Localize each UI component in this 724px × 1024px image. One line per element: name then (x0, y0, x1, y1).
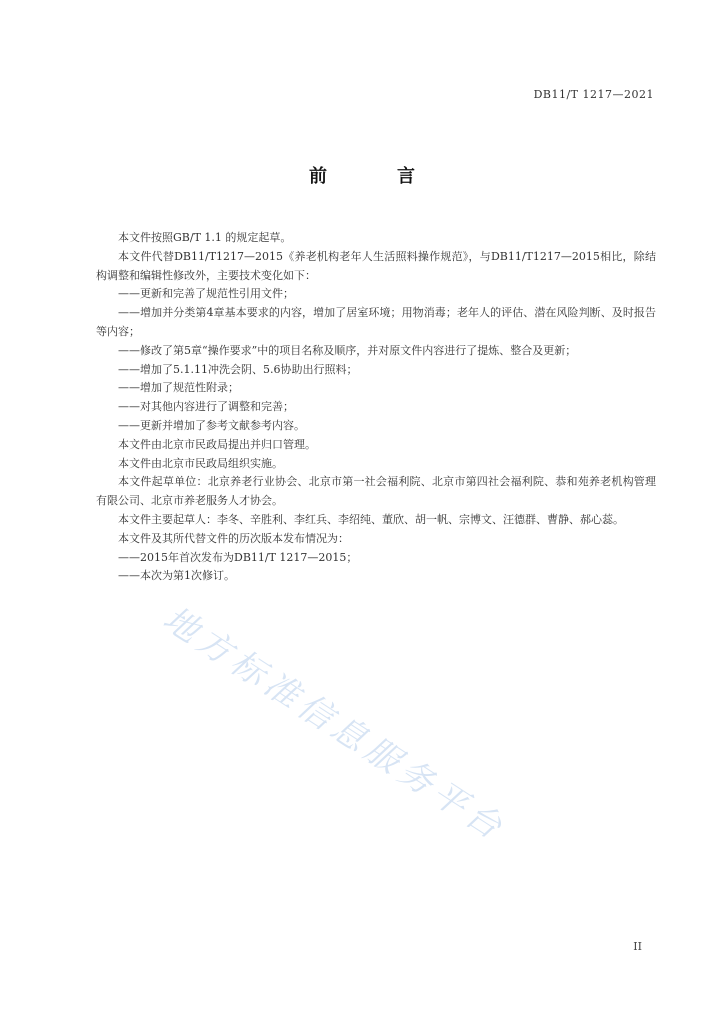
change-item: ——修改了第5章“操作要求”中的项目名称及顺序，并对原文件内容进行了提炼、整合及更新； (118, 343, 577, 357)
change-item: ——更新和完善了规范性引用文件； (118, 287, 294, 301)
change-item: ——更新并增加了参考文献参考内容。 (118, 418, 305, 432)
title-char-1: 前 (309, 166, 327, 187)
paragraph-replacement: 本文件代替DB11/T1217—2015《养老机构老年人生活照料操作规范》，与DB11/T1217—2015相比，除结构调整和编辑性修改外，主要技术变化如下： (96, 249, 656, 282)
page-number: II (633, 940, 642, 953)
change-item: ——对其他内容进行了调整和完善； (118, 400, 294, 414)
change-item: ——增加并分类第4章基本要求的内容，增加了居室环境；用物消毒；老年人的评估、潜在风险判断、及时报告等内容； (96, 306, 656, 338)
standard-code: DB11/T 1217—2021 (533, 88, 654, 101)
page-title (0, 162, 724, 188)
foreword-body (96, 229, 656, 586)
paragraph-drafting-rule: 本文件按照GB/T 1.1 的规定起草。 (118, 231, 292, 244)
change-item: ——增加了5.1.11冲洗会阴、5.6协助出行照料； (118, 362, 358, 376)
paragraph-proposer: 本文件由北京市民政局提出并归口管理。 (118, 437, 316, 451)
watermark-text: 地方标准信息服务平台 (155, 598, 514, 851)
watermark (155, 592, 622, 852)
change-item: ——增加了规范性附录； (118, 381, 239, 395)
title-char-2: 言 (397, 166, 415, 187)
paragraph-drafters: 本文件主要起草人：李冬、辛胜利、李红兵、李绍纯、董欣、胡一帆、宗博文、汪德群、曹静、郝心蕊。 (118, 512, 624, 526)
paragraph-implementer: 本文件由北京市民政局组织实施。 (118, 456, 283, 470)
version-item: ——2015年首次发布为DB11/T 1217—2015； (118, 550, 358, 564)
version-item: ——本次为第1次修订。 (118, 569, 235, 583)
paragraph-drafting-units: 本文件起草单位：北京养老行业协会、北京市第一社会福利院、北京市第四社会福利院、恭和苑养老机构管理有限公司、北京市养老服务人才协会。 (96, 475, 656, 508)
paragraph-version-history: 本文件及其所代替文件的历次版本发布情况为： (118, 531, 349, 545)
